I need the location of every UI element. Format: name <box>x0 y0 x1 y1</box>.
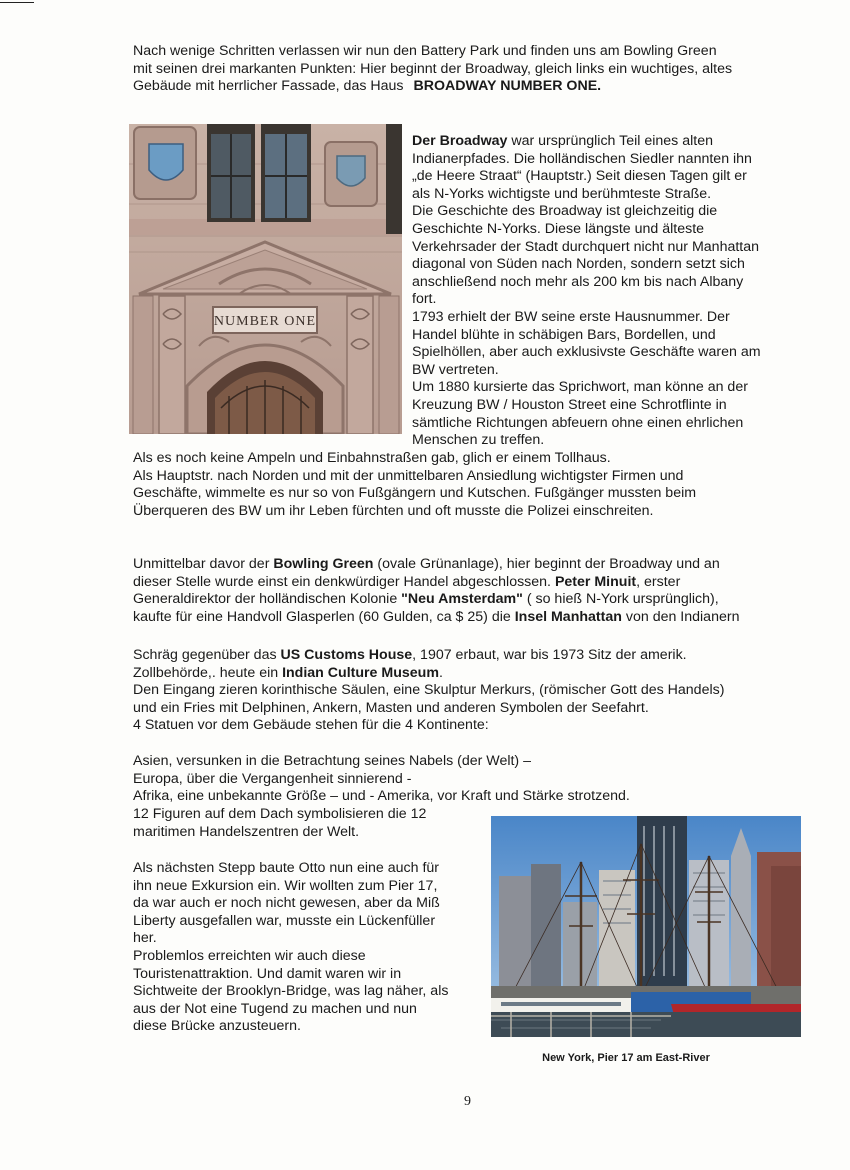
us-customs-house-bold: US Customs House <box>280 647 413 663</box>
bowling-green-bold: Bowling Green <box>273 556 374 572</box>
roof-figures-paragraph: 12 Figuren auf dem Dach symbolisieren die 12 maritimen Handelszentren der Welt. <box>133 806 427 840</box>
broadway-number-one-heading: BROADWAY NUMBER ONE. <box>413 78 602 95</box>
pier17-paragraph: Als nächsten Stepp baute Otto nun eine auch für ihn neue Exkursion ein. Wir wollten zum Pier 17, da war auch er noch nicht gewesen, aber da Miß Liberty ausgefallen war, musste ein Lückenfüller her. Problemlos erreichten wir auch diese Touristenattraktion. Und damit waren wir in Sichtweite der Brooklyn-Bridge, was lag näher, als aus der Not eine Tugend zu machen und nun diese Brücke anzusteuern. <box>133 860 449 1035</box>
customs-house-paragraph: Schräg gegenüber das US Customs House, 1907 erbaut, war bis 1973 Sitz der amerik. Zollbehörde,. heute ein Indian Culture Museum. Den Eingang zieren korinthische Säulen, eine Skulptur Merkurs, (römischer Gott des Handels) und ein Fries mit Delphinen, Ankern, Masten und anderen Symbolen der Seefahrt. 4 Statuen vor dem Gebäude stehen für die 4 Kontinente: <box>133 647 725 734</box>
number-one-sign-text: NUMBER ONE <box>213 314 317 329</box>
scan-edge-line <box>0 2 34 3</box>
bowling-green-paragraph: Unmittelbar davor der Bowling Green (ovale Grünanlage), hier beginnt der Broadway und an dieser Stelle wurde einst ein denkwürdiger Handel abgeschlossen. Peter Minuit, erster Generaldirektor der holländischen Kolonie "Neu Amsterdam" ( so hieß N-York ursprünglich), kaufte für eine Handvoll Glasperlen (60 Gulden, ca $ 25) die Insel Manhattan von den Indianern <box>133 556 740 625</box>
der-broadway-bold: Der Broadway <box>412 133 508 149</box>
traffic-paragraph: Als es noch keine Ampeln und Einbahnstraßen gab, glich er einem Tollhaus. Als Hauptstr. nach Norden und mit der unmittelbaren Ansiedlung wichtigster Firmen und Geschäfte, wimmelte es nur so von Fußgängern und Kutschen. Fußgänger mussten beim Überqueren des BW um ihr Leben fürchten und oft musste die Polizei einschreiten. <box>133 450 697 519</box>
peter-minuit-bold: Peter Minuit <box>554 573 637 590</box>
pier17-photo <box>491 816 801 1037</box>
neu-amsterdam-bold: "Neu Amsterdam" <box>401 591 523 608</box>
page-number: 9 <box>464 1094 471 1109</box>
insel-manhattan-bold: Insel Manhattan <box>514 608 622 625</box>
intro-paragraph: Nach wenige Schritten verlassen wir nun den Battery Park und finden uns am Bowling Green mit seinen drei markanten Punkten: Hier beginnt der Broadway, gleich links ein wuchtiges, altes Gebäude mit herrlicher Fassade, das Haus BROADWAY NUMBER ONE. <box>133 43 733 95</box>
continents-paragraph: Asien, versunken in die Betrachtung seines Nabels (der Welt) – Europa, über die Vergangenheit sinnierend - Afrika, eine unbekannte Größe – und - Amerika, vor Kraft und Stärke strotzend. <box>133 753 630 805</box>
broadway-number-one-photo <box>129 124 402 434</box>
indian-culture-museum-bold: Indian Culture Museum <box>282 664 439 681</box>
broadway-history-paragraph: Der Broadway war ursprünglich Teil eines alten Indianerpfades. Die holländischen Siedler nannten ihn „de Heere Straat“ (Hauptstr.) Seit diesen Tagen gilt er als N-Yorks wichtigste und berühmteste Straße. Die Geschichte des Broadway ist gleichzeitig die Geschichte N-Yorks. Diese längste und älteste Verkehrsader der Stadt durchquert nicht nur Manhattan diagonal von Süden nach Norden, sondern setzt sich anschließend noch mehr als 200 km bis nach Albany fort. 1793 erhielt der BW seine erste Hausnummer. Der Handel blühte in schäbigen Bars, Bordellen, und Spielhöllen, aber auch exklusivste Geschäfte waren am BW vertreten. Um 1880 kursierte das Sprichwort, man könne an der Kreuzung BW / Houston Street eine Schrotflinte in sämtliche Richtungen abfeuern ohne einen ehrlichen Menschen zu treffen. <box>412 133 761 449</box>
photo-caption: New York, Pier 17 am East-River <box>542 1052 710 1064</box>
